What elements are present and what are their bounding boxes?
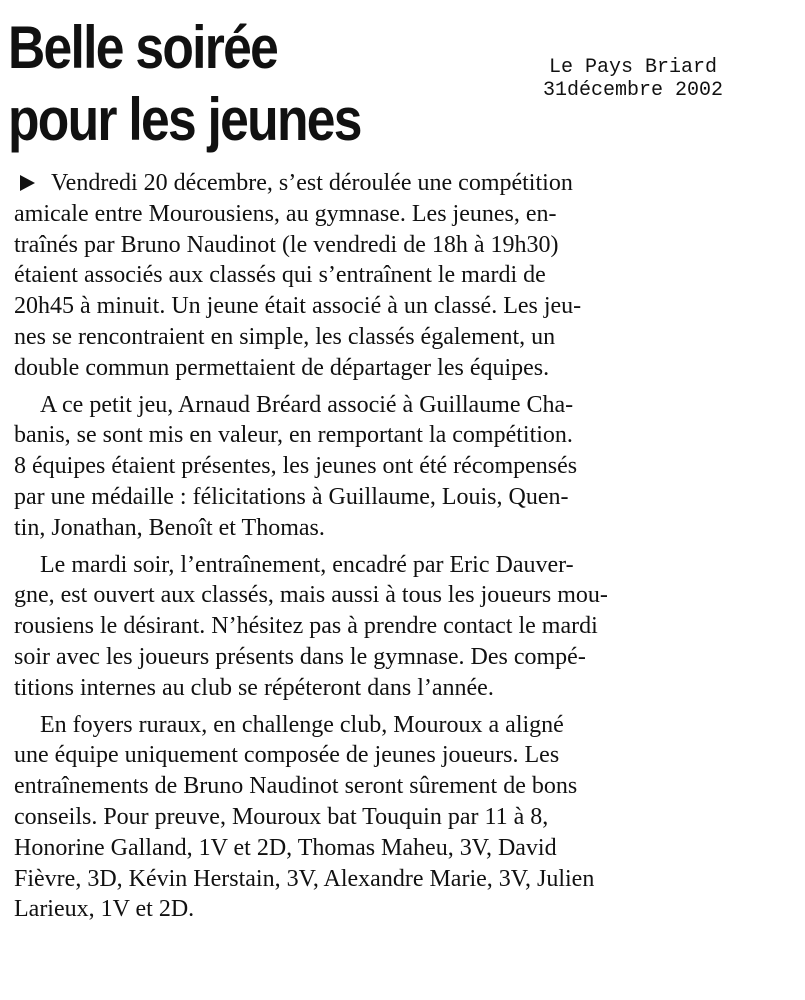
article-line: traînés par Bruno Naudinot (le vendredi de 18h à 19h30) — [14, 231, 559, 258]
article-line: rousiens le désirant. N’hésitez pas à prendre contact le mardi — [14, 613, 598, 640]
headline-line-1: Belle soirée — [8, 14, 278, 81]
article-line: tin, Jonathan, Benoît et Thomas. — [14, 514, 325, 541]
article-line: Larieux, 1V et 2D. — [14, 896, 195, 923]
article-line: A ce petit jeu, Arnaud Bréard associé à Guillaume Cha- — [40, 391, 574, 418]
article-line: banis, se sont mis en valeur, en remportant la compétition. — [14, 422, 573, 449]
article-line: 8 équipes étaient présentes, les jeunes ont été récompensés — [14, 453, 578, 480]
article-line: Fièvre, 3D, Kévin Herstain, 3V, Alexandre Marie, 3V, Julien — [14, 865, 595, 892]
article-line: étaient associés aux classés qui s’entraînent le mardi de — [14, 262, 546, 289]
article-line: par une médaille : félicitations à Guillaume, Louis, Quen- — [14, 483, 569, 510]
article-paragraph-3 — [14, 550, 796, 704]
article-line: une équipe uniquement composée de jeunes joueurs. Les — [14, 742, 560, 769]
article-line: 20h45 à minuit. Un jeune était associé à un classé. Les jeu- — [14, 293, 582, 320]
article-body — [14, 168, 796, 931]
publication-date: 31décembre 2002 — [542, 79, 724, 102]
article-paragraph-1 — [14, 168, 796, 384]
article-line: Honorine Galland, 1V et 2D, Thomas Maheu, 3V, David — [14, 834, 557, 861]
publication-name: Le Pays Briard — [548, 56, 718, 79]
triangle-arrow-icon — [20, 175, 35, 191]
article-line: Vendredi 20 décembre, s’est déroulée une compétition — [14, 168, 796, 199]
source-stamp — [508, 56, 758, 102]
article-line: amicale entre Mourousiens, au gymnase. Les jeunes, en- — [14, 200, 557, 227]
article-line: entraînements de Bruno Naudinot seront sûrement de bons — [14, 773, 578, 800]
headline — [8, 12, 361, 156]
article-line: En foyers ruraux, en challenge club, Mouroux a aligné — [40, 711, 564, 738]
article-line: gne, est ouvert aux classés, mais aussi à tous les joueurs mou- — [14, 582, 608, 609]
article-line: nes se rencontraient en simple, les classés également, un — [14, 323, 556, 350]
article-line: conseils. Pour preuve, Mouroux bat Touquin par 11 à 8, — [14, 803, 549, 830]
article-line: Le mardi soir, l’entraînement, encadré par Eric Dauver- — [40, 551, 574, 578]
headline-line-2: pour les jeunes — [8, 86, 361, 153]
article-paragraph-2 — [14, 390, 796, 544]
article-paragraph-4 — [14, 710, 796, 926]
article-line: double commun permettaient de départager les équipes. — [14, 354, 550, 381]
article-line: soir avec les joueurs présents dans le gymnase. Des compé- — [14, 643, 586, 670]
article-line: titions internes au club se répéteront dans l’année. — [14, 674, 494, 701]
